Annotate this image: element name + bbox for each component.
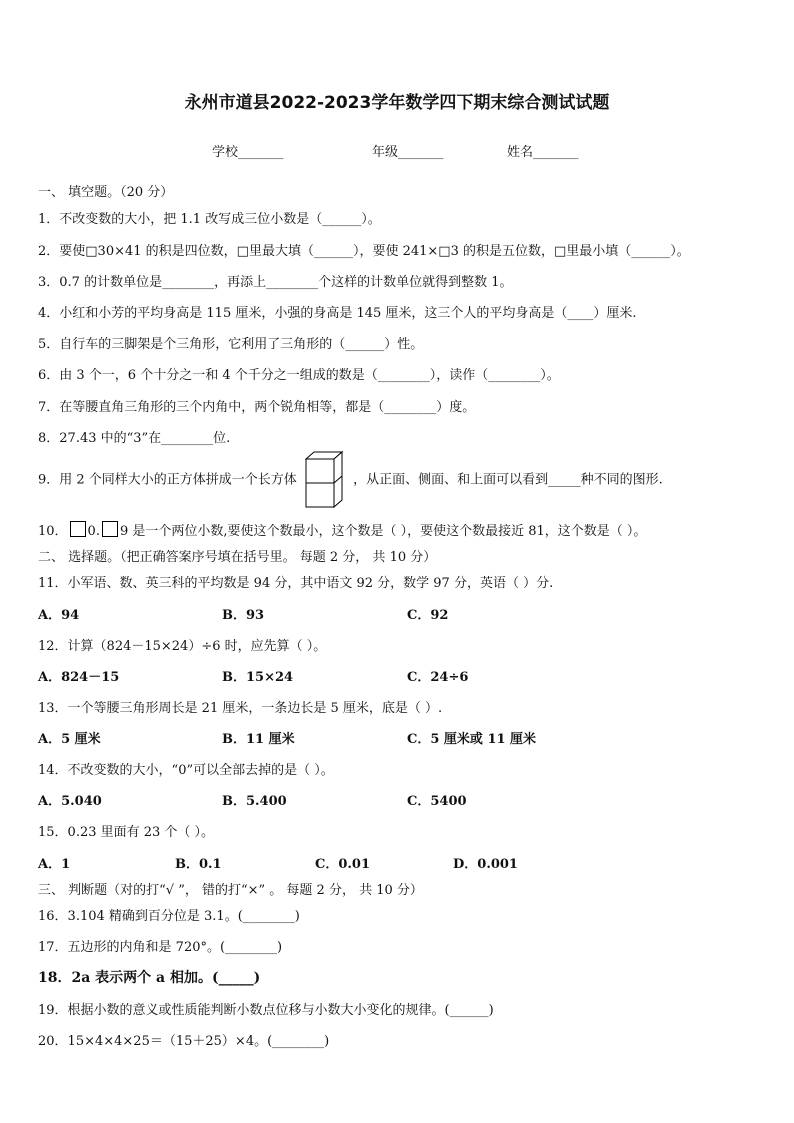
option-a[interactable]: A．1 (38, 857, 71, 872)
question-4: 4．小红和小芳的平均身高是 115 厘米，小强的身高是 145 厘米，这三个人的平均身高是（____）厘米. (38, 306, 637, 321)
question-6: 6．由 3 个一，6 个十分之一和 4 个千分之一组成的数是（________），读作（________）。 (38, 368, 560, 383)
question-10: 10． 0. 9 是一个两位小数,要使这个数最小，这个数是（ ），要使这个数最接近 81，这个数是（ ）。 (38, 520, 646, 539)
question-7: 7．在等腰直角三角形的三个内角中，两个锐角相等，都是（________）度。 (38, 400, 476, 415)
option-c[interactable]: C．5 厘米或 11 厘米 (407, 732, 537, 747)
cuboid-figure (305, 450, 345, 510)
option-b[interactable]: B．15×24 (222, 670, 294, 685)
question-13: 13．一个等腰三角形周长是 21 厘米，一条边长是 5 厘米，底是（ ）. (38, 701, 443, 716)
question-9 (38, 450, 663, 511)
question-19: 19．根据小数的意义或性质能判断小数点位移与小数大小变化的规律。(______) (38, 1003, 494, 1018)
section-judgement: 三、 判断题（对的打“√ ”， 错的打“×” 。 每题 2 分， 共 10 分） (38, 883, 423, 898)
question-5: 5．自行车的三脚架是个三角形，它利用了三角形的（______）性。 (38, 337, 424, 352)
blank-box[interactable] (70, 521, 86, 537)
question-18: 18．2a 表示两个 a 相加。(_____) (38, 970, 261, 986)
section-fill-in: 一、 填空题。（20 分） (38, 185, 174, 200)
option-b[interactable]: B．11 厘米 (222, 732, 295, 747)
question-8: 8．27.43 中的“3”在________位. (38, 431, 231, 446)
option-d[interactable]: D．0.001 (453, 857, 518, 872)
section-choice: 二、 选择题。（把正确答案序号填在括号里。 每题 2 分， 共 10 分） (38, 550, 437, 565)
option-b[interactable]: B．0.1 (175, 857, 222, 872)
option-b[interactable]: B．93 (222, 608, 265, 623)
option-a[interactable]: A．94 (38, 608, 80, 623)
question-9-text-b: ，从正面、侧面、和上面可以看到_____种不同的图形. (353, 472, 663, 488)
grade-field[interactable]: 年级_______ (372, 145, 444, 160)
option-a[interactable]: A．824－15 (38, 670, 120, 685)
question-12: 12．计算（824－15×24）÷6 时，应先算（ ）。 (38, 639, 327, 654)
question-17: 17．五边形的内角和是 720°。(________) (38, 940, 283, 955)
question-2: 2．要使□30×41 的积是四位数，□里最大填（______），要使 241×□3 的积是五位数，□里最小填（______）。 (38, 244, 690, 259)
question-9-text-a: 9．用 2 个同样大小的正方体拼成一个长方体 (38, 472, 297, 488)
option-a[interactable]: A．5 厘米 (38, 732, 101, 747)
question-1: 1．不改变数的大小，把 1.1 改写成三位小数是（______）。 (38, 212, 381, 227)
option-c[interactable]: C．5400 (407, 794, 467, 809)
option-a[interactable]: A．5.040 (38, 794, 102, 809)
option-b[interactable]: B．5.400 (222, 794, 287, 809)
question-15: 15．0.23 里面有 23 个（ ）。 (38, 825, 215, 840)
option-c[interactable]: C．24÷6 (407, 670, 469, 685)
option-c[interactable]: C．92 (407, 608, 449, 623)
name-field[interactable]: 姓名_______ (507, 145, 579, 160)
question-16: 16．3.104 精确到百分位是 3.1。(________) (38, 909, 300, 924)
page-title: 永州市道县2022-2023学年数学四下期末综合测试试题 (184, 93, 610, 113)
school-field[interactable]: 学校_______ (212, 145, 284, 160)
question-14: 14．不改变数的大小，“0”可以全部去掉的是（ ）。 (38, 763, 334, 778)
question-3: 3．0.7 的计数单位是________，再添上________个这样的计数单位就得到整数 1。 (38, 275, 513, 290)
question-20: 20．15×4×4×25＝（15＋25）×4。(________) (38, 1034, 330, 1049)
question-11: 11．小军语、数、英三科的平均数是 94 分，其中语文 92 分，数学 97 分，英语（ ）分. (38, 576, 554, 591)
option-c[interactable]: C．0.01 (315, 857, 371, 872)
blank-box[interactable] (102, 521, 118, 537)
